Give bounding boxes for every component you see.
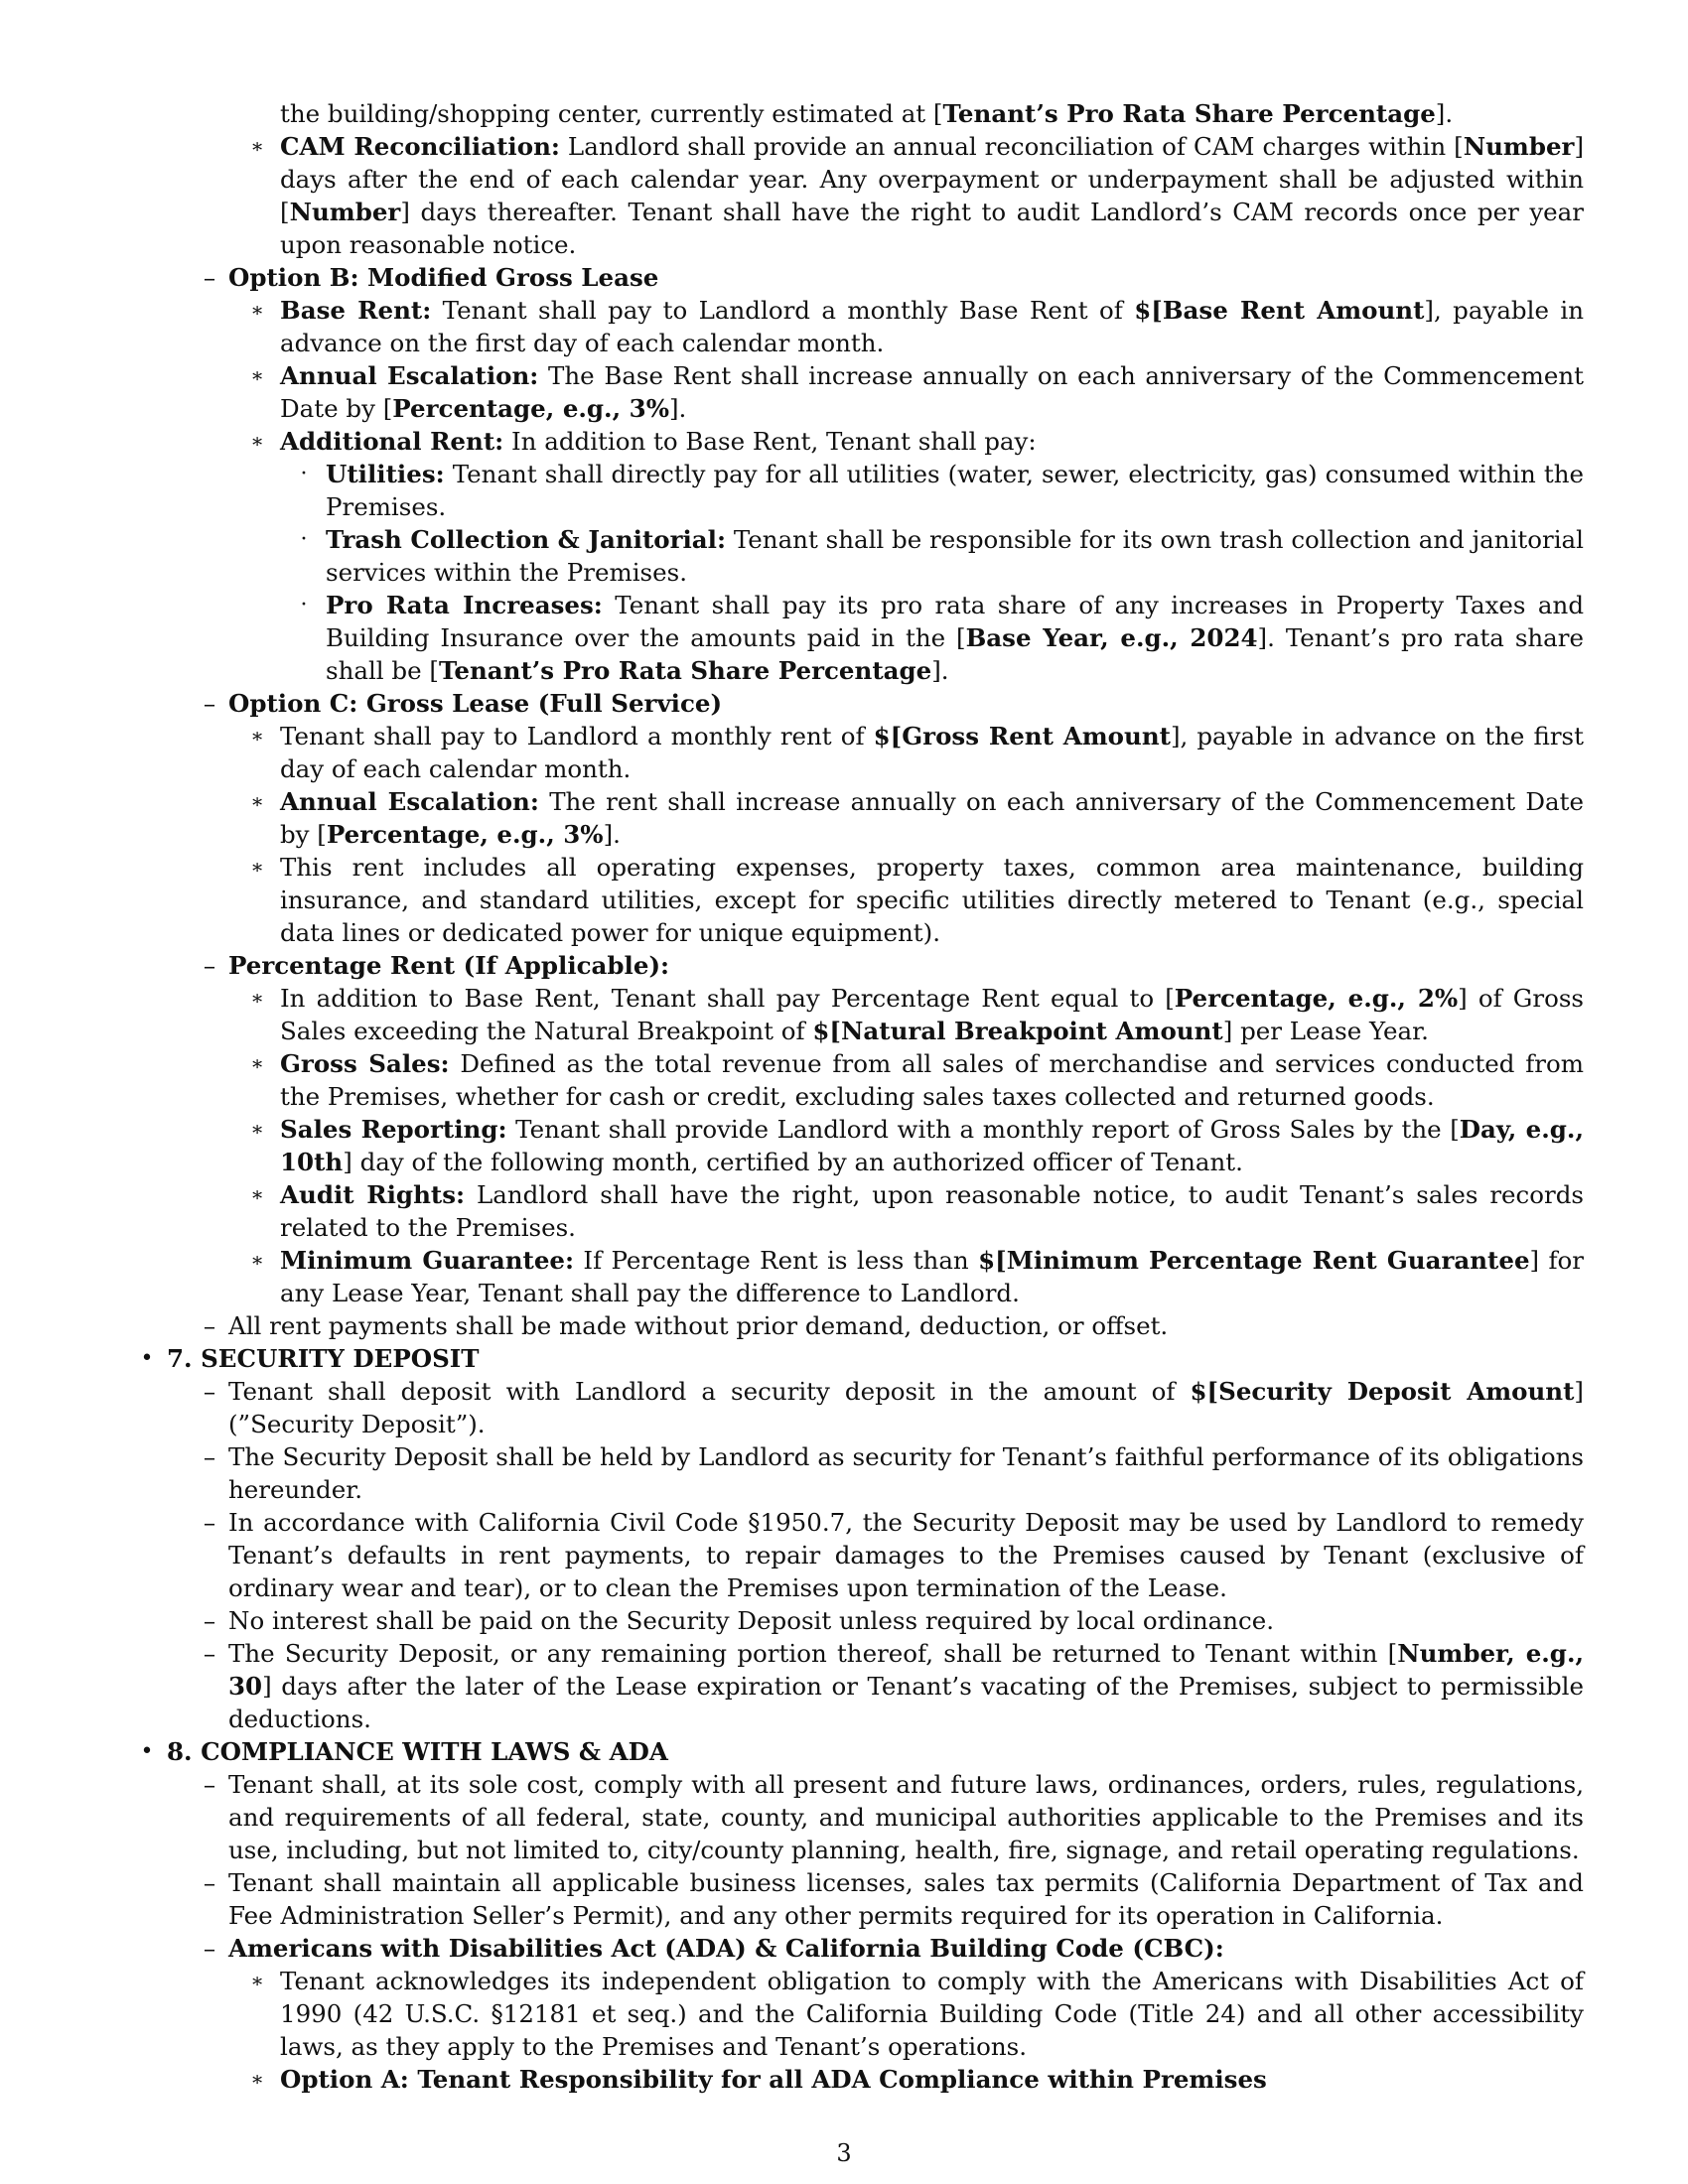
compliance-laws: [0, 1768, 1584, 1866]
text: If Percentage Rent is less than: [574, 1246, 979, 1275]
bold-text: Number: [1463, 132, 1575, 161]
dash-marker: –: [203, 1770, 216, 1799]
text: ], payable in advance on the first day of each calendar month.: [280, 722, 1584, 783]
text: ] days thereafter. Tenant shall have the right to audit Landlord’s CAM records once per year upon reasonable notice.: [280, 198, 1584, 259]
bold-text: Pro Rata Increases:: [326, 591, 603, 619]
bold-text: CAM Reconciliation:: [280, 132, 560, 161]
text: Tenant shall maintain all applicable business licenses, sales tax permits (California Department of Tax and Fee Administration Seller’s Permit), and any other permits required for its operation in California.: [228, 1868, 1584, 1930]
bold-text: Option B: Modified Gross Lease: [228, 263, 659, 292]
dash-marker: –: [203, 1377, 216, 1406]
bold-text: Minimum Guarantee:: [280, 1246, 575, 1275]
option-c-annual-escalation: [0, 785, 1584, 851]
text: ] days after the end of each calendar year. Any overpayment or underpayment shall be adjusted within [: [280, 132, 1585, 226]
security-deposit-civil-code: [0, 1506, 1584, 1604]
text: the building/shopping center, currently estimated at [: [280, 99, 943, 128]
security-deposit-amount: [0, 1375, 1584, 1440]
bold-text: Tenant’s Pro Rata Share Percentage: [438, 656, 932, 685]
text: ] per Lease Year.: [1222, 1017, 1429, 1045]
star-marker: ∗: [250, 1051, 264, 1075]
dash-marker: –: [203, 1508, 216, 1537]
text: The Base Rent shall increase annually on each anniversary of the Commencement Date by [: [280, 361, 1584, 423]
text: No interest shall be paid on the Security Deposit unless required by local ordinance.: [228, 1606, 1275, 1635]
star-marker: ∗: [250, 724, 264, 748]
bold-text: 8. COMPLIANCE WITH LAWS & ADA: [167, 1737, 668, 1766]
star-marker: ∗: [250, 363, 264, 387]
text: The Security Deposit shall be held by Landlord as security for Tenant’s faithful performance of its obligations hereunder.: [228, 1442, 1584, 1504]
cam-reconciliation-item: [0, 130, 1584, 261]
bold-text: Tenant’s Pro Rata Share Percentage: [942, 99, 1436, 128]
text: Tenant shall be responsible for its own trash collection and janitorial services within the Premises.: [326, 525, 1584, 587]
text: Tenant shall directly pay for all utilities (water, sewer, electricity, gas) consumed within the Premises.: [326, 460, 1584, 521]
text: Landlord shall provide an annual reconciliation of CAM charges within [: [559, 132, 1464, 161]
text: ] days after the later of the Lease expiration or Tenant’s vacating of the Premises, subject to permissible deductions.: [228, 1672, 1584, 1733]
ada-tenant-acknowledgment: [0, 1965, 1584, 2063]
bold-text: Annual Escalation:: [280, 787, 539, 816]
star-marker: ∗: [250, 1117, 264, 1141]
dash-marker: –: [203, 951, 216, 980]
text: ]. Tenant’s pro rata share shall be [: [326, 623, 1584, 685]
ada-option-a: [0, 2063, 1584, 2096]
ada-cbc-heading: [0, 1932, 1584, 1965]
bold-text: Base Rent:: [280, 296, 432, 325]
text: Tenant shall pay to Landlord a monthly rent of: [280, 722, 874, 751]
cam-cont-line: [0, 97, 1584, 130]
text: In addition to Base Rent, Tenant shall pay Percentage Rent equal to [: [280, 984, 1175, 1013]
star-marker: ∗: [250, 1248, 264, 1272]
option-c-heading: [0, 687, 1584, 720]
option-b-annual-escalation: [0, 359, 1584, 425]
page-number: 3: [836, 2139, 852, 2167]
star-marker: ∗: [250, 1182, 264, 1206]
bold-text: $[Gross Rent Amount: [873, 722, 1171, 751]
text: ] day of the following month, certified by an authorized officer of Tenant.: [343, 1148, 1243, 1176]
text: Tenant shall pay to Landlord a monthly Base Rent of: [431, 296, 1135, 325]
dash-marker: –: [203, 1868, 216, 1897]
dash-marker: –: [203, 1311, 216, 1340]
security-deposit-held: [0, 1440, 1584, 1506]
percentage-rent-amount: [0, 982, 1584, 1047]
text: Tenant acknowledges its independent obligation to comply with the Americans with Disabilities Act of 1990 (42 U.S.C. §12181 et seq.) and the California Building Code (Title 24) and all other accessibility laws, as they apply to the Premises and Tenant’s operations.: [280, 1967, 1584, 2061]
bold-text: Percentage, e.g., 3%: [392, 394, 669, 423]
text: Defined as the total revenue from all sales of merchandise and services conducted from the Premises, whether for cash or credit, excluding sales taxes collected and returned goods.: [280, 1049, 1584, 1111]
bold-text: 7. SECURITY DEPOSIT: [167, 1344, 480, 1373]
bold-text: Base Year, e.g., 2024: [965, 623, 1258, 652]
bold-text: Option A: Tenant Responsibility for all ADA Compliance within Premises: [280, 2065, 1267, 2094]
star-marker: ∗: [250, 429, 264, 453]
security-deposit-interest: [0, 1604, 1584, 1637]
option-b-utilities: [0, 458, 1584, 523]
bold-text: Day, e.g., 10th: [280, 1115, 1584, 1176]
percentage-rent-sales-reporting: [0, 1113, 1584, 1178]
text: ] (”Security Deposit”).: [228, 1377, 1584, 1438]
percentage-rent-minimum-guarantee: [0, 1244, 1584, 1309]
bold-text: $[Base Rent Amount: [1134, 296, 1425, 325]
dash-marker: –: [203, 263, 216, 292]
bullet-marker: •: [140, 1346, 154, 1371]
star-marker: ∗: [250, 789, 264, 813]
section-7-heading: [0, 1342, 1584, 1375]
bold-text: Percentage Rent (If Applicable):: [228, 951, 670, 980]
text: ] for any Lease Year, Tenant shall pay the difference to Landlord.: [280, 1246, 1585, 1307]
star-marker: ∗: [250, 2067, 264, 2091]
dash-marker: –: [203, 1606, 216, 1635]
percentage-rent-gross-sales: [0, 1047, 1584, 1113]
dash-marker: –: [203, 689, 216, 718]
text: All rent payments shall be made without prior demand, deduction, or offset.: [228, 1311, 1169, 1340]
bold-text: Americans with Disabilities Act (ADA) & California Building Code (CBC):: [228, 1934, 1224, 1963]
compliance-licenses: [0, 1866, 1584, 1932]
text: ].: [1435, 99, 1454, 128]
text: Tenant shall, at its sole cost, comply with all present and future laws, ordinances, orders, rules, regulations, and requirements of all federal, state, county, and municipal authorities applicable to the Premises and its use, including, but not limited to, city/county planning, health, fire, signage, and retail operating regulations.: [228, 1770, 1584, 1864]
text: The Security Deposit, or any remaining portion thereof, shall be returned to Tenant within [: [228, 1639, 1398, 1668]
bold-text: Sales Reporting:: [280, 1115, 507, 1144]
option-b-base-rent: [0, 294, 1584, 359]
text: Tenant shall provide Landlord with a monthly report of Gross Sales by the [: [506, 1115, 1460, 1144]
bold-text: Number, e.g., 30: [228, 1639, 1584, 1701]
text: Landlord shall have the right, upon reasonable notice, to audit Tenant’s sales records related to the Premises.: [280, 1180, 1584, 1242]
text: Tenant shall deposit with Landlord a security deposit in the amount of: [228, 1377, 1191, 1406]
star-marker: ∗: [250, 986, 264, 1010]
bold-text: Percentage, e.g., 2%: [1174, 984, 1459, 1013]
bold-text: Audit Rights:: [280, 1180, 466, 1209]
text: ], payable in advance on the first day of each calendar month.: [280, 296, 1584, 357]
bold-text: Additional Rent:: [280, 427, 504, 456]
text: ].: [931, 656, 949, 685]
bullet-marker: •: [140, 1739, 154, 1764]
bold-text: $[Security Deposit Amount: [1190, 1377, 1575, 1406]
option-b-trash-janitorial: [0, 523, 1584, 589]
dot-marker: ·: [300, 462, 308, 486]
text: ].: [603, 820, 621, 849]
section-8-heading: [0, 1735, 1584, 1768]
bold-text: Percentage, e.g., 3%: [326, 820, 604, 849]
percentage-rent-audit-rights: [0, 1178, 1584, 1244]
option-c-inclusions: [0, 851, 1584, 949]
bold-text: $[Minimum Percentage Rent Guarantee: [978, 1246, 1530, 1275]
dot-marker: ·: [300, 527, 308, 552]
rent-payment-terms: [0, 1309, 1584, 1342]
star-marker: ∗: [250, 298, 264, 322]
text: This rent includes all operating expenses, property taxes, common area maintenance, building insurance, and standard utilities, except for specific utilities directly metered to Tenant (e.g., special data lines or dedicated power for unique equipment).: [280, 853, 1584, 947]
option-c-rent: [0, 720, 1584, 785]
text: In accordance with California Civil Code §1950.7, the Security Deposit may be used by Landlord to remedy Tenant’s defaults in rent payments, to repair damages to the Premises caused by Tenant (exclusive of ordinary wear and tear), or to clean the Premises upon termination of the Lease.: [228, 1508, 1584, 1602]
security-deposit-return: [0, 1637, 1584, 1735]
star-marker: ∗: [250, 134, 264, 158]
bold-text: $[Natural Breakpoint Amount: [812, 1017, 1223, 1045]
text: ] of Gross Sales exceeding the Natural Breakpoint of: [280, 984, 1584, 1045]
bold-text: Number: [289, 198, 401, 226]
star-marker: ∗: [250, 855, 264, 879]
text: Tenant shall pay its pro rata share of any increases in Property Taxes and Building Insurance over the amounts paid in the [: [326, 591, 1585, 652]
dash-marker: –: [203, 1442, 216, 1471]
dash-marker: –: [203, 1934, 216, 1963]
dash-marker: –: [203, 1639, 216, 1668]
dot-marker: ·: [300, 593, 308, 617]
bold-text: Option C: Gross Lease (Full Service): [228, 689, 723, 718]
option-b-heading: [0, 261, 1584, 294]
text: In addition to Base Rent, Tenant shall pay:: [503, 427, 1037, 456]
bold-text: Trash Collection & Janitorial:: [326, 525, 727, 554]
text: The rent shall increase annually on each anniversary of the Commencement Date by [: [280, 787, 1584, 849]
bold-text: Utilities:: [326, 460, 445, 488]
percentage-rent-heading: [0, 949, 1584, 982]
bold-text: Annual Escalation:: [280, 361, 539, 390]
bold-text: Gross Sales:: [280, 1049, 450, 1078]
text: ].: [668, 394, 687, 423]
star-marker: ∗: [250, 1969, 264, 1992]
option-b-additional-rent: [0, 425, 1584, 458]
option-b-pro-rata-increases: [0, 589, 1584, 687]
